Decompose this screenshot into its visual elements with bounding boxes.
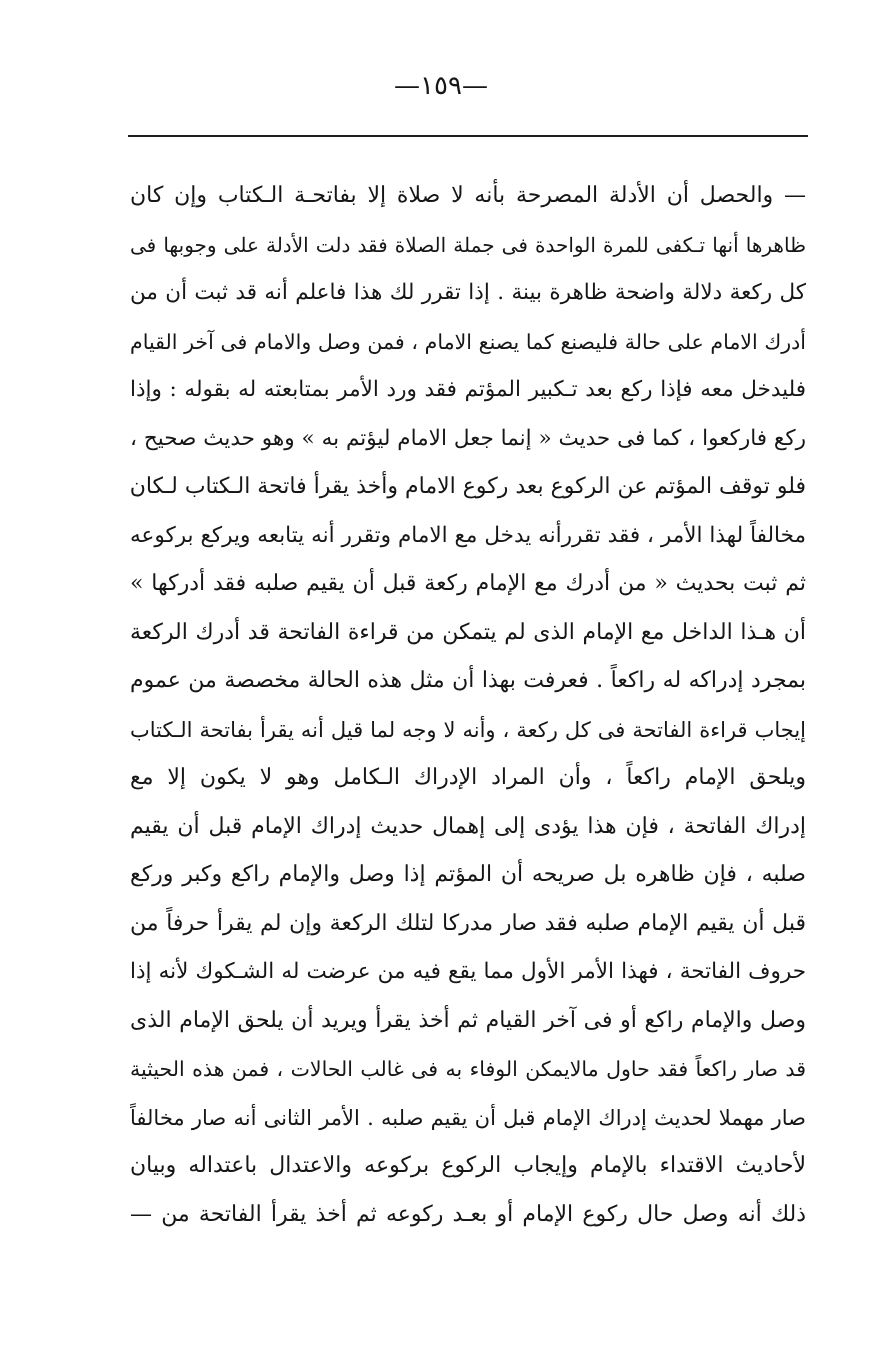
text-line: ركع فاركعوا ، كما فى حديث « إنما جعل الامام ليؤتم به » وهو حديث صحيح ، <box>130 425 806 451</box>
text-line: صار مهملا لحديث إدراك الإمام قبل أن يقيم صلبه . الأمر الثانى أنه صار مخالفاً <box>130 1105 806 1130</box>
text-line: كل ركعة دلالة واضحة ظاهرة بينة . إذا تقرر لك هذا فاعلم أنه قد ثبت أن من <box>130 280 806 305</box>
text-line: لأحاديث الاقتداء بالإمام وإيجاب الركوع بركوعه والاعتدال باعتداله وبيان <box>130 1153 806 1178</box>
text-line: ذلك أنه وصل حال ركوع الإمام أو بعـد ركوعه ثم أخذ يقرأ الفاتحة من — <box>130 1201 806 1227</box>
text-line: بمجرد إدراكه له راكعاً . فعرفت بهذا أن مثل هذه الحالة مخصصة من عموم <box>130 668 806 693</box>
text-line: أدرك الامام على حالة فليصنع كما يصنع الامام ، فمن وصل والامام فى آخر القيام <box>130 329 806 354</box>
text-line: قد صار راكعاً فقد حاول مالايمكن الوفاء به فى غالب الحالات ، فمن هذه الحيثية <box>130 1057 806 1081</box>
text-line: حروف الفاتحة ، فهذا الأمر الأول مما يقع فيه من عرضت له الشـكوك لأنه إذا <box>130 959 806 984</box>
text-line: أن هـذا الداخل مع الإمام الذى لم يتمكن من قراءة الفاتحة قد أدرك الركعة <box>130 619 806 645</box>
text-line: ثم ثبت بحديث « من أدرك مع الإمام ركعة قبل أن يقيم صلبه فقد أدركها » <box>130 571 806 596</box>
text-line: إيجاب قراءة الفاتحة فى كل ركعة ، وأنه لا وجه لما قيل أنه يقرأ بفاتحة الـكتاب <box>130 717 806 742</box>
text-line: فليدخل معه فإذا ركع بعد تـكبير المؤتم فقد ورد الأمر بمتابعته له بقوله : وإذا <box>130 377 806 402</box>
text-line: صلبه ، فإن ظاهره بل صريحه أن المؤتم إذا وصل والإمام راكع وكبر وركع <box>130 862 806 887</box>
page-number: —١٥٩— <box>394 71 488 101</box>
text-line: وصل والإمام راكع أو فى آخر القيام ثم أخذ يقرأ ويريد أن يلحق الإمام الذى <box>130 1007 806 1033</box>
text-line: إدراك الفاتحة ، فإن هذا يؤدى إلى إهمال حديث إدراك الإمام قبل أن يقيم <box>130 813 806 839</box>
text-line: — والحصل أن الأدلة المصرحة بأنه لا صلاة إلا بفاتحـة الـكتاب وإن كان <box>130 183 806 208</box>
body-text <box>130 172 806 1239</box>
text-line: فلو توقف المؤتم عن الركوع بعد ركوع الامام وأخذ يقرأ فاتحة الـكتاب لـكان <box>130 474 806 499</box>
text-line: ويلحق الإمام راكعاً ، وأن المراد الإدراك الـكامل وهو لا يكون إلا مع <box>130 765 806 790</box>
text-line: مخالفاً لهذا الأمر ، فقد تقررأنه يدخل مع الامام وتقرر أنه يتابعه ويركع بركوعه <box>130 522 806 548</box>
header-rule <box>128 135 808 137</box>
text-line: قبل أن يقيم الإمام صلبه فقد صار مدركا لتلك الركعة وإن لم يقرأ حرفاً من <box>130 910 806 936</box>
text-line: ظاهرها أنها تـكفى للمرة الواحدة فى جملة الصلاة فقد دلت الأدلة على وجوبها فى <box>130 232 806 257</box>
